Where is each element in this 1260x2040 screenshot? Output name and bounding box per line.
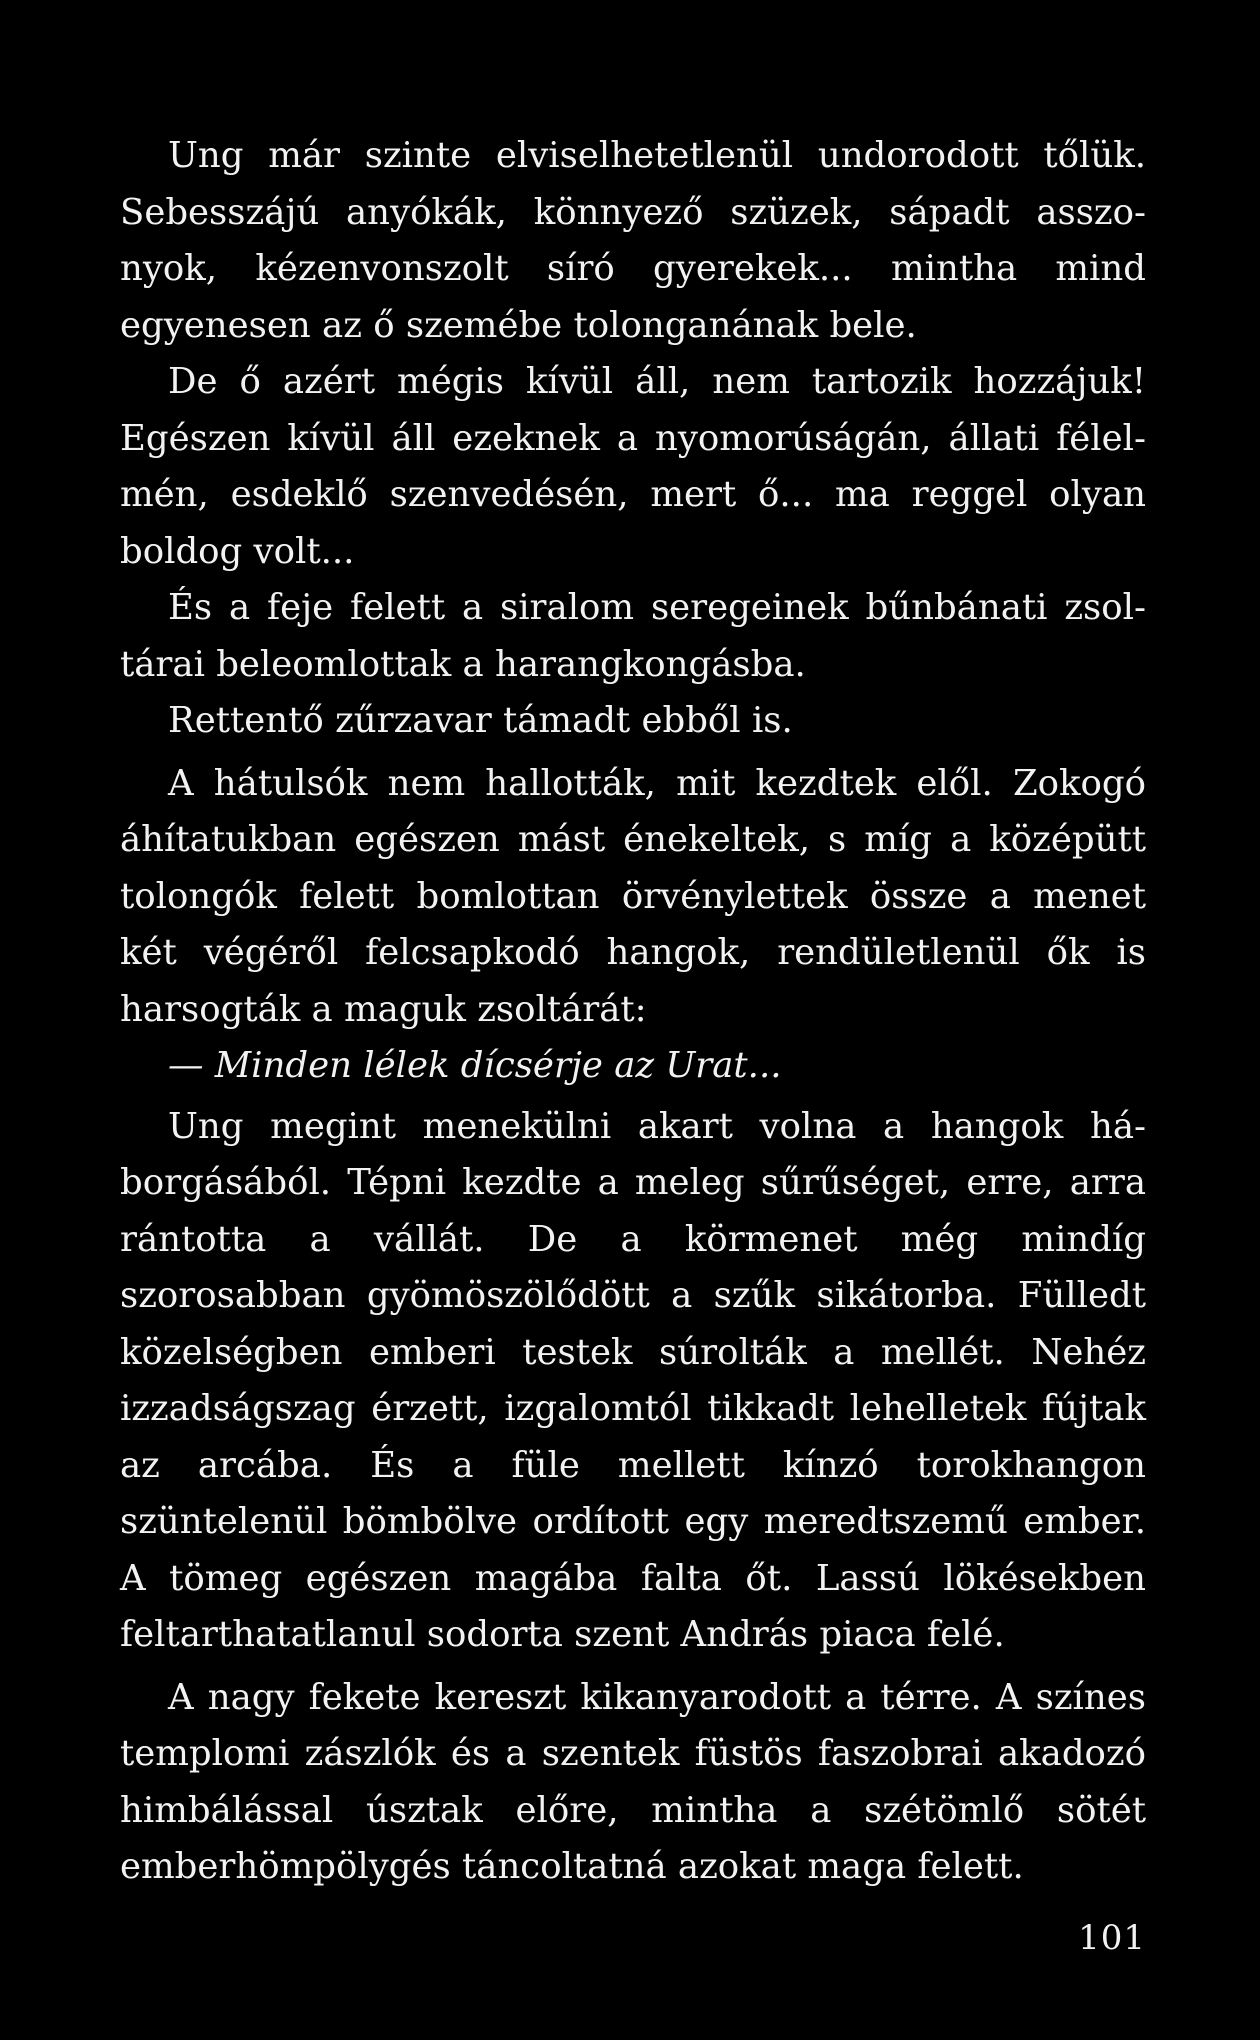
paragraph-1: Ung már szinte elviselhetetlenül undorodott tőlük. Sebesszájú anyókák, könnyező szüzek, sápadt asszonyok, kézenvonszolt síró gyerekek... mintha mind egyenesen az ő szemébe tolonganának bele. bbox=[120, 135, 1146, 346]
paragraph-4: Rettentő zűrzavar támadt ebből is. bbox=[168, 700, 793, 741]
paragraph-2: De ő azért mégis kívül áll, nem tartozik hozzájuk! Egészen kívül áll ezeknek a nyomorúságán, állati félelmén, esdeklő szenvedésén, mert ő... ma reggel olyan boldog volt... bbox=[120, 361, 1146, 572]
psalm-line: — Minden lélek dícsérje az Urat... bbox=[168, 1045, 782, 1086]
page-number: 101 bbox=[1078, 1918, 1146, 1958]
paragraph-5: A hátulsók nem hallották, mit kezdtek elől. Zokogó áhítatukban egészen mást énekeltek, s míg a középütt tolongók felett bomlottan örvénylettek össze a menet két végéről felcsapkodó hangok, rendületlenül ők is harsogták a maguk zsoltárát: bbox=[120, 762, 1146, 1030]
paragraph-7: A nagy fekete kereszt kikanyarodott a térre. A színes templomi zászlók és a szentek füstös faszobrai akadozó himbálással úsztak előre, mintha a szétömlő sötét emberhömpölygés táncoltatná azokat maga felett. bbox=[120, 1676, 1146, 1887]
book-page-text bbox=[120, 128, 1146, 1896]
paragraph-3: És a feje felett a siralom seregeinek bűnbánati zsoltárai beleomlottak a harangkongásba. bbox=[120, 587, 1146, 685]
paragraph-6: Ung megint menekülni akart volna a hangok háborgásából. Tépni kezdte a meleg sűrűséget, erre, arra rántotta a vállát. De a körmenet még mindíg szorosabban gyömöszölődött a szűk sikátorba. Fülledt közelségben emberi testek súrolták a mellét. Nehéz izzadságszag érzett, izgalomtól tikkadt lehelletek fújtak az arcába. És a füle mellett kínzó torokhangon szüntelenül bömbölve ordított egy meredtszemű ember. A tömeg egészen magába falta őt. Lassú lökésekben feltarthatatlanul sodorta szent András piaca felé. bbox=[120, 1105, 1146, 1655]
